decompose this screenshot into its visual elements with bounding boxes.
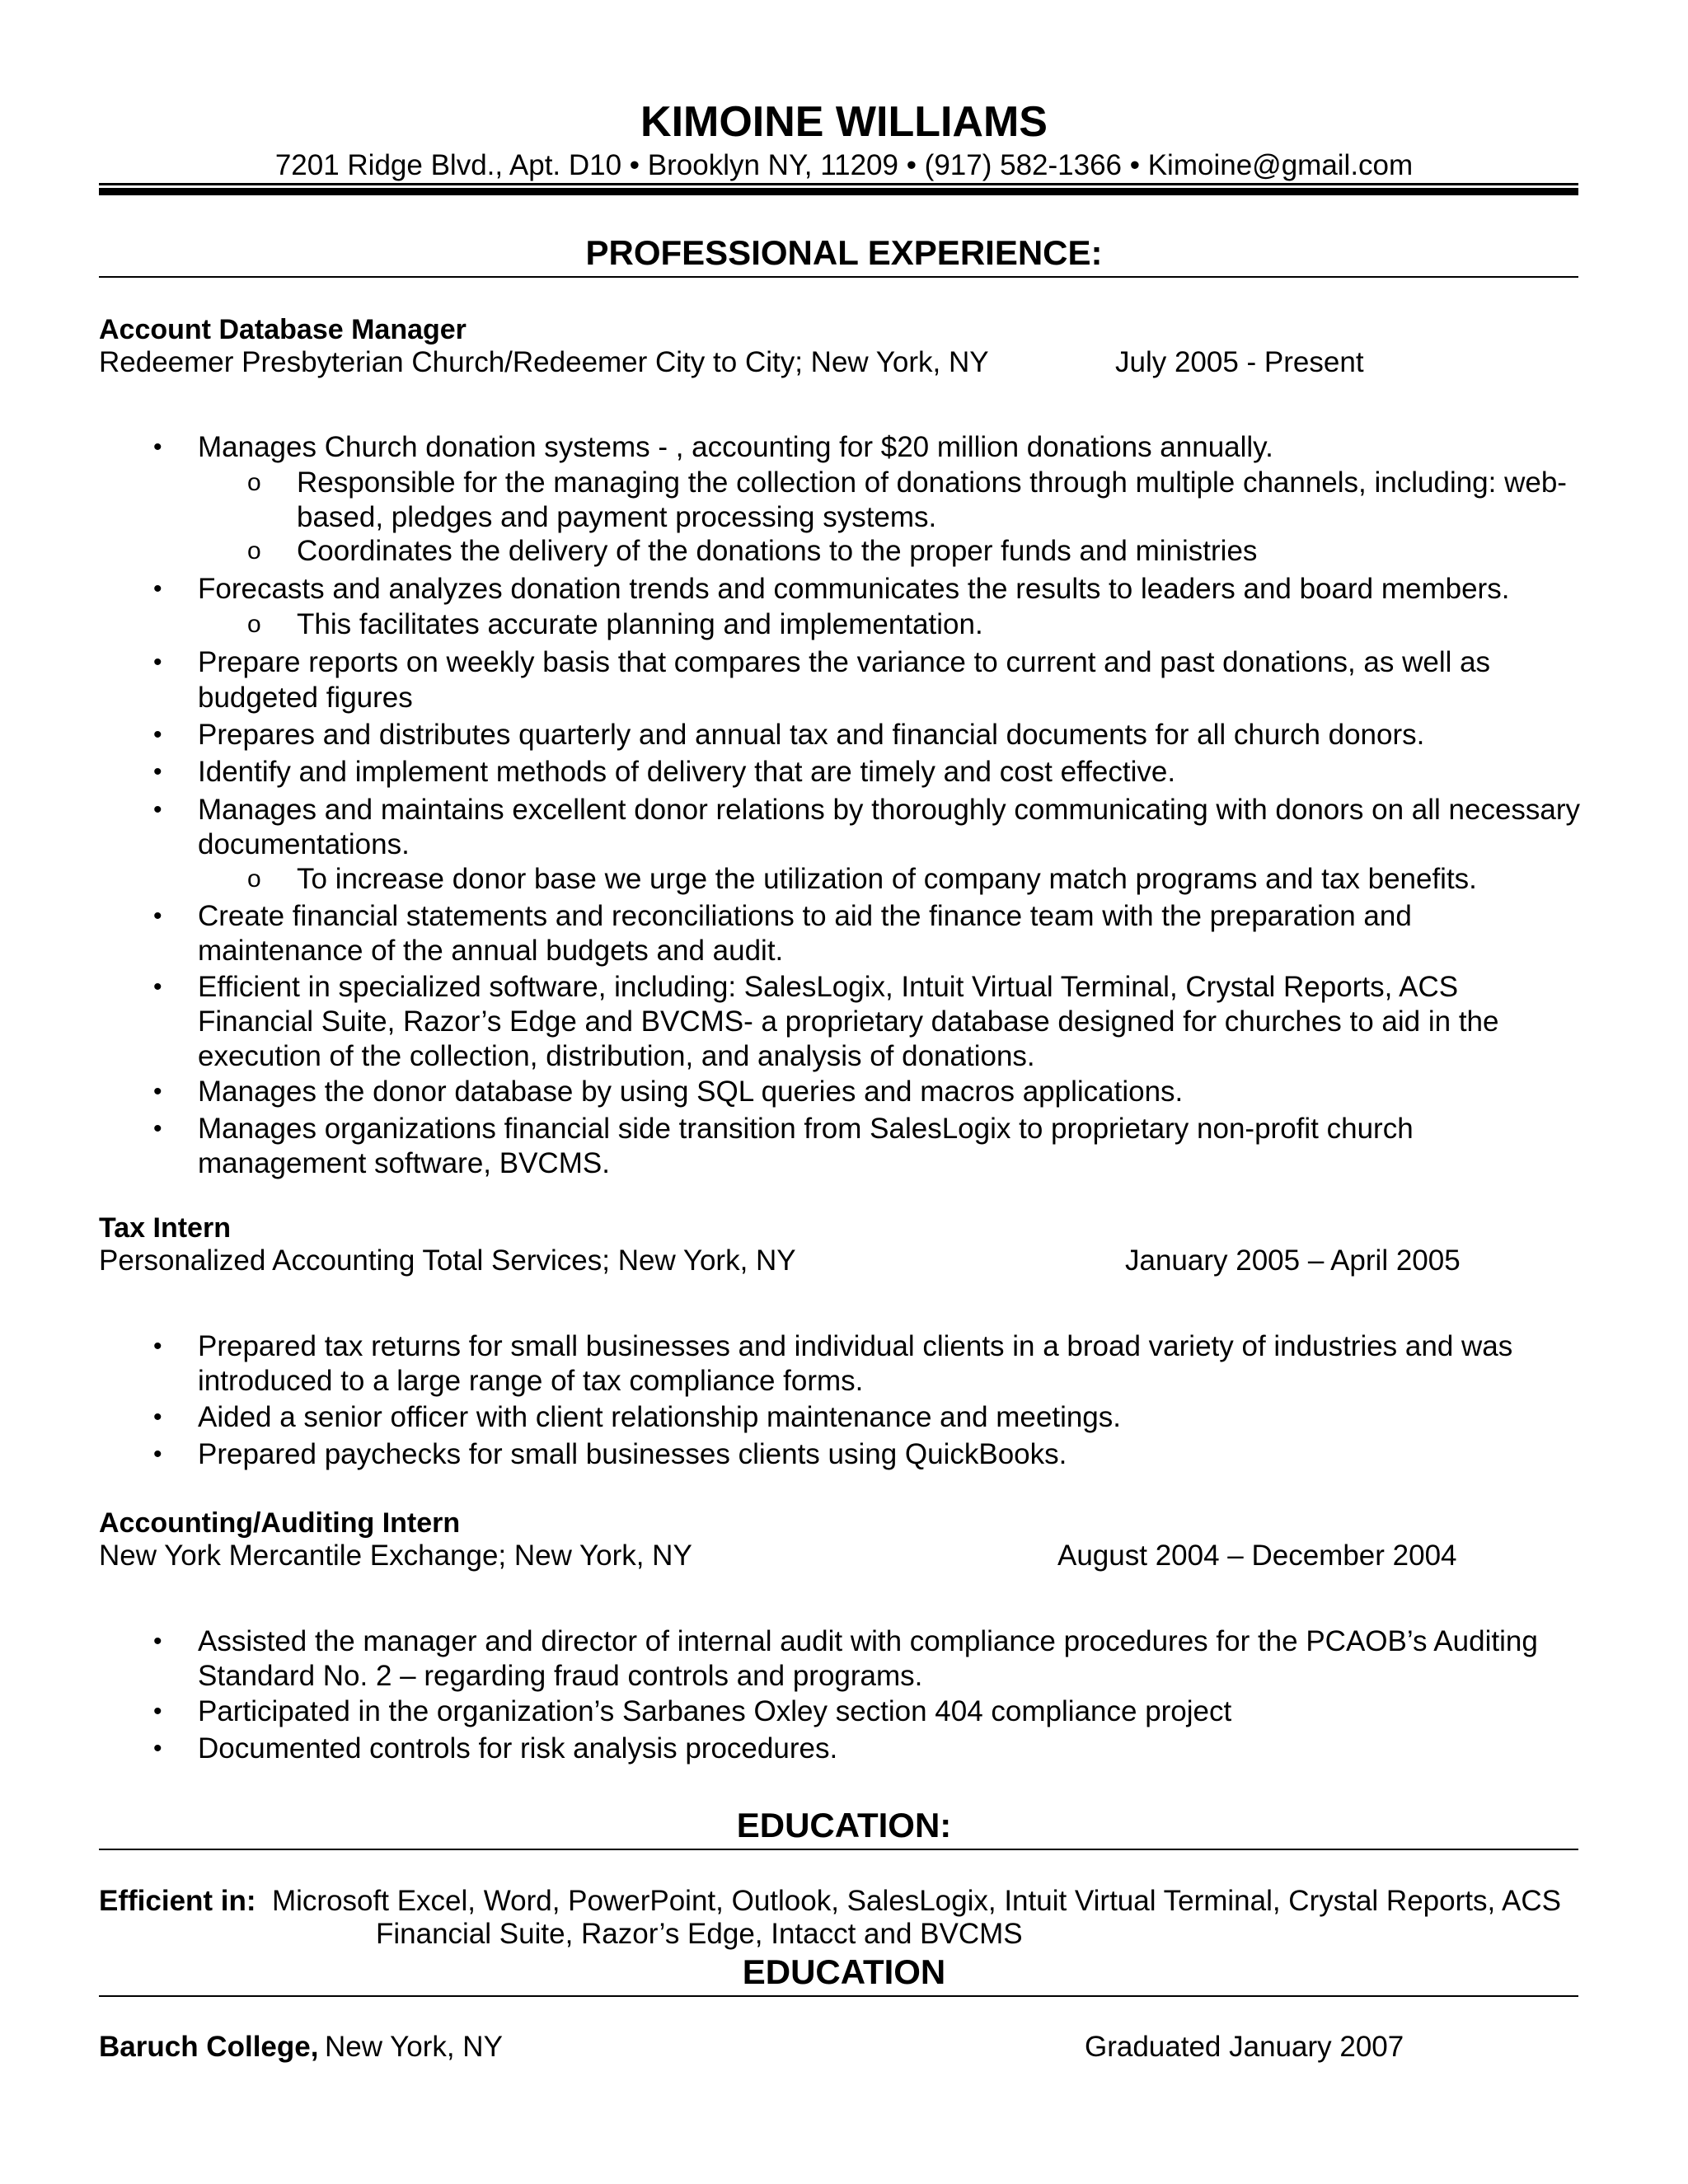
- job-organization: Personalized Accounting Total Services; New York, NY: [99, 1244, 796, 1277]
- job-dates: July 2005 - Present: [1115, 346, 1364, 378]
- skills-text: Financial Suite, Razor’s Edge, Intacct and BVCMS: [376, 1918, 1023, 1950]
- bullet-glyph: •: [153, 1698, 162, 1725]
- bullet-glyph: •: [153, 973, 162, 1001]
- job-bullet-text: budgeted figures: [198, 682, 413, 714]
- bullet-glyph: •: [153, 1735, 162, 1762]
- header-rule-thick: [99, 188, 1578, 195]
- bullet-glyph: •: [153, 1628, 162, 1655]
- skills-rule: [99, 1849, 1578, 1850]
- job-bullet-text: Manages and maintains excellent donor relations by thoroughly communicating with donors on all necessary: [198, 794, 1581, 826]
- job-bullet-text: Forecasts and analyzes donation trends and communicates the results to leaders and board members.: [198, 573, 1510, 605]
- sub-bullet-glyph: o: [247, 865, 261, 893]
- skills-text: Microsoft Excel, Word, PowerPoint, Outlook, SalesLogix, Intuit Virtual Terminal, Crystal Reports, ACS: [272, 1885, 1561, 1917]
- experience-heading: PROFESSIONAL EXPERIENCE:: [585, 233, 1103, 272]
- job-bullet-text: Standard No. 2 – regarding fraud controls and programs.: [198, 1660, 923, 1692]
- job-bullet-text: Financial Suite, Razor’s Edge and BVCMS- a proprietary database designed for churches to aid in the: [198, 1005, 1499, 1038]
- job-sub-bullet-text: Responsible for the managing the collection of donations through multiple channels, including: web-: [297, 466, 1567, 499]
- job-bullet-text: introduced to a large range of tax compliance forms.: [198, 1365, 864, 1397]
- job-bullet-text: Assisted the manager and director of internal audit with compliance procedures for the PCAOB’s Auditing: [198, 1625, 1538, 1657]
- job-bullet-text: Documented controls for risk analysis procedures.: [198, 1732, 838, 1765]
- experience-rule: [99, 276, 1578, 278]
- job-bullet-text: documentations.: [198, 828, 410, 860]
- bullet-glyph: •: [153, 649, 162, 676]
- job-bullet-text: Efficient in specialized software, including: SalesLogix, Intuit Virtual Terminal, Crystal Reports, ACS: [198, 971, 1459, 1003]
- job-title: Tax Intern: [99, 1212, 231, 1244]
- bullet-glyph: •: [153, 902, 162, 930]
- sub-bullet-glyph: o: [247, 611, 261, 638]
- job-bullet-text: Prepare reports on weekly basis that compares the variance to current and past donations, as well as: [198, 646, 1491, 678]
- bullet-glyph: •: [153, 434, 162, 461]
- job-title: Accounting/Auditing Intern: [99, 1507, 461, 1539]
- skills-heading: EDUCATION:: [736, 1806, 952, 1844]
- header-rule-thin: [99, 183, 1578, 185]
- job-sub-bullet-text: To increase donor base we urge the utilization of company match programs and tax benefits.: [297, 863, 1477, 895]
- job-sub-bullet-text: Coordinates the delivery of the donations to the proper funds and ministries: [297, 535, 1258, 567]
- job-bullet-text: Prepared tax returns for small businesses and individual clients in a broad variety of industries and was: [198, 1330, 1513, 1362]
- job-organization: New York Mercantile Exchange; New York, NY: [99, 1540, 692, 1572]
- job-bullet-text: Manages organizations financial side transition from SalesLogix to proprietary non-profit church: [198, 1113, 1414, 1145]
- education-rule: [99, 1995, 1578, 1997]
- job-dates: January 2005 – April 2005: [1125, 1244, 1461, 1277]
- job-bullet-text: maintenance of the annual budgets and audit.: [198, 935, 784, 967]
- job-bullet-text: Identify and implement methods of delivery that are timely and cost effective.: [198, 756, 1176, 788]
- job-bullet-text: Aided a senior officer with client relationship maintenance and meetings.: [198, 1401, 1121, 1433]
- bullet-glyph: •: [153, 1078, 162, 1105]
- sub-bullet-glyph: o: [247, 537, 261, 565]
- job-bullet-text: Manages the donor database by using SQL queries and macros applications.: [198, 1076, 1184, 1108]
- bullet-glyph: •: [153, 796, 162, 823]
- skills-label: Efficient in:: [99, 1885, 256, 1917]
- bullet-glyph: •: [153, 721, 162, 748]
- education-heading: EDUCATION: [742, 1952, 946, 1991]
- bullet-glyph: •: [153, 575, 162, 602]
- job-title: Account Database Manager: [99, 314, 467, 345]
- bullet-glyph: •: [153, 1333, 162, 1360]
- job-bullet-text: Participated in the organization’s Sarbanes Oxley section 404 compliance project: [198, 1695, 1232, 1727]
- job-bullet-text: Create financial statements and reconciliations to aid the finance team with the preparation and: [198, 900, 1412, 932]
- job-bullet-text: Manages Church donation systems - , accounting for $20 million donations annually.: [198, 431, 1273, 463]
- bullet-glyph: •: [153, 758, 162, 785]
- graduation-date: Graduated January 2007: [1085, 2031, 1404, 2063]
- school-location: New York, NY: [325, 2031, 503, 2063]
- job-bullet-text: execution of the collection, distribution, and analysis of donations.: [198, 1040, 1035, 1072]
- sub-bullet-glyph: o: [247, 469, 261, 496]
- bullet-glyph: •: [153, 1115, 162, 1142]
- job-bullet-text: Prepares and distributes quarterly and annual tax and financial documents for all church donors.: [198, 719, 1425, 751]
- job-bullet-text: Prepared paychecks for small businesses clients using QuickBooks.: [198, 1438, 1067, 1470]
- job-organization: Redeemer Presbyterian Church/Redeemer City to City; New York, NY: [99, 346, 989, 378]
- school-name: Baruch College,: [99, 2031, 319, 2063]
- job-bullet-text: management software, BVCMS.: [198, 1147, 610, 1179]
- candidate-name: KIMOINE WILLIAMS: [640, 98, 1048, 146]
- job-sub-bullet-text: This facilitates accurate planning and implementation.: [297, 608, 983, 640]
- bullet-glyph: •: [153, 1441, 162, 1468]
- job-sub-bullet-text: based, pledges and payment processing systems.: [297, 501, 937, 533]
- bullet-glyph: •: [153, 1404, 162, 1431]
- job-dates: August 2004 – December 2004: [1057, 1540, 1457, 1572]
- contact-line: 7201 Ridge Blvd., Apt. D10 • Brooklyn NY, 11209 • (917) 582-1366 • Kimoine@gmail.com: [274, 149, 1414, 181]
